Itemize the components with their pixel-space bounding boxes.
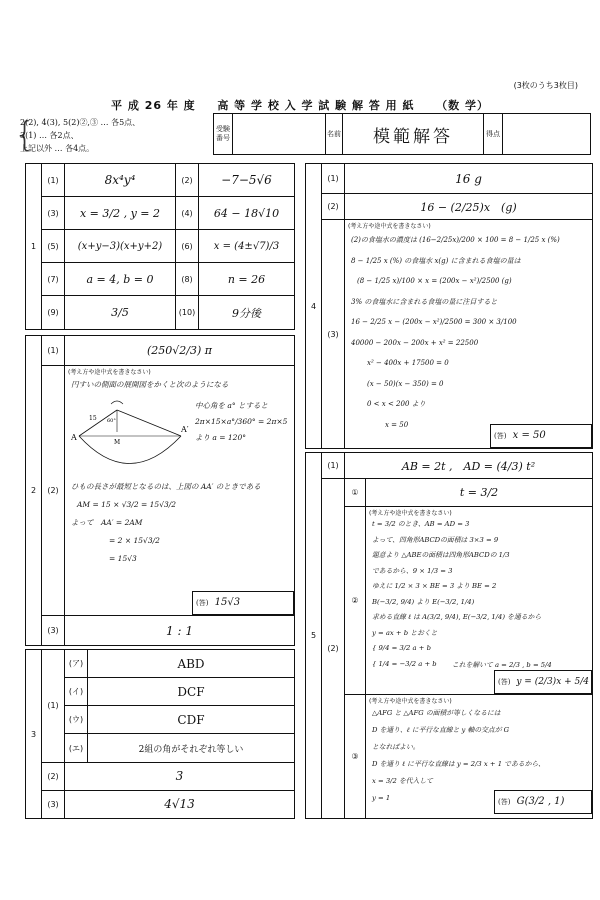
brace-mark: { (14, 115, 36, 155)
q4-table (305, 163, 593, 449)
work-line: = 15√3 (109, 554, 137, 563)
work-line: 8 − 1/25 x (%) の食塩水 x(g) に含まれる食塩の量は (351, 256, 521, 265)
page-count-note: (3枚のうち3枚目) (513, 81, 578, 90)
fig-label-m: M (114, 439, 121, 446)
work-line: であるから、9 × 1/3 = 3 (372, 566, 453, 575)
q1-5-answer: (x+y−3)(x+y+2) (65, 230, 176, 263)
page-title: 平 成 26 年 度 高 等 学 校 入 学 試 験 解 答 用 紙 （数 学） (111, 99, 489, 112)
q2-2-work-area (65, 366, 295, 616)
q4-1-answer: 16 g (345, 164, 593, 194)
work-line: x = 50 (385, 420, 409, 429)
q5-2-2-work (372, 517, 552, 674)
q1-9-answer: 3/5 (65, 296, 176, 330)
q4-3-no: (3) (322, 220, 345, 449)
q5-number: 5 (306, 453, 322, 819)
q1-7-answer: a = 4, b = 0 (65, 263, 176, 296)
work-line: t = 3/2 のとき、AB = AD = 3 (372, 520, 470, 528)
q1-2-answer: −7−5√6 (199, 164, 295, 197)
work-line: x = 3/2 を代入して (372, 777, 433, 785)
scoring-note-line: 2(2), 4(3), 5(2)②,③ … 各5点、 (20, 118, 141, 127)
q1-9-no: (9) (42, 296, 65, 330)
q2-2-work-right (195, 398, 287, 446)
work-line: y = 1 (372, 794, 391, 802)
q2-1-answer: (250√2/3) π (65, 336, 295, 366)
q5-1-no: (1) (322, 453, 345, 479)
q2-2-work-bottom (71, 478, 261, 568)
work-line: より a = 120° (195, 433, 246, 442)
q2-2-answer: 15√3 (214, 597, 241, 608)
q2-table (25, 335, 295, 646)
work-line: = 2 × 15√3/2 (109, 536, 160, 545)
q2-2-hint: (考え方や途中式を書きなさい) (68, 369, 151, 376)
q3-1-no: (1) (42, 650, 65, 763)
q3-3-no: (3) (42, 790, 65, 818)
q2-1-no: (1) (42, 336, 65, 366)
q1-2-no: (2) (176, 164, 199, 197)
q1-3-no: (3) (42, 197, 65, 230)
q5-table (305, 452, 593, 819)
scoring-note-line: 上記以外 … 各4点。 (20, 144, 95, 153)
exam-no-label: 受験番号 (214, 114, 233, 155)
fig-label-60: 60° (107, 418, 116, 424)
answer-label: (答) (498, 678, 511, 686)
q4-3-work (351, 230, 560, 435)
q3-1c-no: (ウ) (65, 706, 88, 734)
work-line: 2π×15×a°/360° = 2π×5 (195, 417, 288, 426)
q4-number: 4 (306, 164, 322, 449)
work-line: (8 − 1/25 x)/100 × x = (200x − x²)/2500 (g) (357, 277, 512, 285)
q4-3-answer-box (490, 424, 592, 448)
score-label: 得点 (484, 114, 503, 155)
q1-number: 1 (26, 164, 42, 330)
q2-2-no: (2) (42, 366, 65, 616)
work-line: 40000 − 200x − 200x + x² = 22500 (351, 338, 479, 347)
work-line: 16 − 2/25 x − (200x − x²)/2500 = 300 × 3/100 (351, 318, 517, 326)
q3-1a-no: (ア) (65, 650, 88, 678)
scoring-note (20, 116, 140, 155)
name-label: 名前 (326, 114, 343, 155)
q5-2-2-hint: (考え方や途中式を書きなさい) (369, 510, 452, 517)
work-line: (x − 50)(x − 350) = 0 (367, 379, 444, 388)
work-line: B(−3/2, 9/4) より E(−3/2, 1/4) (372, 597, 475, 606)
q4-1-no: (1) (322, 164, 345, 194)
q3-table (25, 649, 295, 819)
q2-3-answer: 1 : 1 (65, 616, 295, 646)
work-line: 3% の食塩水に含まれる食塩の量に注目すると (351, 297, 498, 306)
q5-2-2-work-area (366, 507, 593, 695)
q5-2-2-no: ② (345, 507, 366, 695)
answer-label: (答) (498, 798, 511, 806)
q1-7-no: (7) (42, 263, 65, 296)
q3-1c-answer: CDF (88, 706, 295, 734)
work-line: 中心角を a° とすると (195, 401, 268, 410)
q1-6-answer: x = (4±√7)/3 (199, 230, 295, 263)
q5-2-3-answer: G(3/2 , 1) (516, 796, 565, 807)
q2-3-no: (3) (42, 616, 65, 646)
q1-1-no: (1) (42, 164, 65, 197)
q5-2-3-answer-box (494, 790, 592, 814)
q3-2-answer: 3 (65, 762, 295, 790)
q1-3-answer: x = 3/2 , y = 2 (65, 197, 176, 230)
q5-2-3-hint: (考え方や途中式を書きなさい) (369, 698, 452, 705)
scoring-note-line: 3(1) … 各2点、 (20, 131, 79, 140)
q5-2-2-answer-box (494, 670, 592, 694)
q5-2-1-answer: t = 3/2 (366, 479, 593, 507)
work-line: 0 < x < 200 より (367, 400, 426, 408)
work-line: { 9/4 = 3/2 a + b (372, 644, 431, 652)
q5-1-answer: AB = 2t , AD = (4/3) t² (345, 453, 593, 479)
q4-3-work-area (345, 220, 593, 449)
work-line: 求める直線 ℓ は A(3/2, 9/4), E(−3/2, 1/4) を通るから (372, 613, 542, 621)
q1-10-no: (10) (176, 296, 199, 330)
work-line: AM = 15 × √3/2 = 15√3/2 (77, 500, 177, 509)
work-line: 題意より △ABEの面積は四角形ABCDの 1/3 (372, 551, 510, 559)
work-line: D を通り ℓ に平行な直線は y = 2/3 x + 1 であるから、 (372, 760, 545, 768)
q5-2-3-no: ③ (345, 695, 366, 819)
answer-label: (答) (494, 432, 507, 440)
q4-2-no: (2) (322, 194, 345, 220)
q1-8-answer: n = 26 (199, 263, 295, 296)
q4-3-hint: (考え方や途中式を書きなさい) (348, 223, 431, 230)
work-line: よって、四角形ABCDの面積は 3×3 = 9 (372, 535, 499, 544)
q1-1-answer: 8x⁴y⁴ (65, 164, 176, 197)
q3-1d-no: (エ) (65, 734, 88, 762)
q3-1b-no: (イ) (65, 678, 88, 706)
header-table (213, 113, 591, 155)
work-line: { 1/4 = −3/2 a + b (372, 659, 437, 668)
cone-net-figure (69, 396, 189, 476)
q2-2-answer-box (192, 591, 294, 615)
answer-label: (答) (196, 599, 209, 607)
q4-3-answer: x = 50 (512, 430, 546, 441)
work-line: ひもの長さが最短となるのは、上図の AA′ のときである (71, 482, 261, 491)
q1-10-answer: 9分後 (199, 296, 295, 330)
work-line: x² − 400x + 17500 = 0 (367, 359, 449, 367)
fig-label-15: 15 (89, 415, 97, 422)
score-field (503, 114, 591, 155)
work-line: よって AA′ = 2AM (71, 518, 143, 527)
name-field[interactable]: 模範解答 (343, 114, 484, 155)
q1-6-no: (6) (176, 230, 199, 263)
q5-2-no: (2) (322, 479, 345, 819)
q3-1a-answer: ABD (88, 650, 295, 678)
work-line: となればよい。 (372, 743, 420, 751)
q2-2-work-top: 円すいの側面の展開図をかくと次のようになる (71, 380, 229, 389)
fig-label-a-prime: A′ (181, 425, 189, 434)
q3-1b-answer: DCF (88, 678, 295, 706)
q1-table (25, 163, 295, 330)
exam-no-field[interactable] (233, 114, 326, 155)
q1-5-no: (5) (42, 230, 65, 263)
fig-label-a: A (71, 433, 77, 442)
q3-3-answer: 4√13 (65, 790, 295, 818)
q4-2-answer: 16 − (2/25)x (g) (345, 194, 593, 220)
q3-2-no: (2) (42, 762, 65, 790)
work-line: y = ax + b とおくと (372, 628, 438, 637)
q5-2-2-answer: y = (2/3)x + 5/4 (516, 677, 590, 687)
q1-4-no: (4) (176, 197, 199, 230)
q5-2-3-work-area (366, 695, 593, 819)
work-line: ゆえに 1/2 × 3 × BE = 3 より BE = 2 (372, 582, 497, 590)
work-line: D を通り、ℓ に平行な直線と y 軸の交点が G (372, 726, 510, 734)
work-line: (2)の食塩水の濃度は (16−2/25x)/200 × 100 = 8 − 1/25 x (%) (351, 236, 560, 244)
q1-8-no: (8) (176, 263, 199, 296)
q2-number: 2 (26, 336, 42, 646)
work-line: △AFG と △AFG の面積が等しくなるには (372, 709, 501, 717)
work-line: これを解いて a = 2/3 , b = 5/4 (452, 661, 552, 669)
q5-2-1-no: ① (345, 479, 366, 507)
q3-number: 3 (26, 650, 42, 819)
q3-1d-answer: 2組の角がそれぞれ等しい (88, 734, 295, 762)
q1-4-answer: 64 − 18√10 (199, 197, 295, 230)
